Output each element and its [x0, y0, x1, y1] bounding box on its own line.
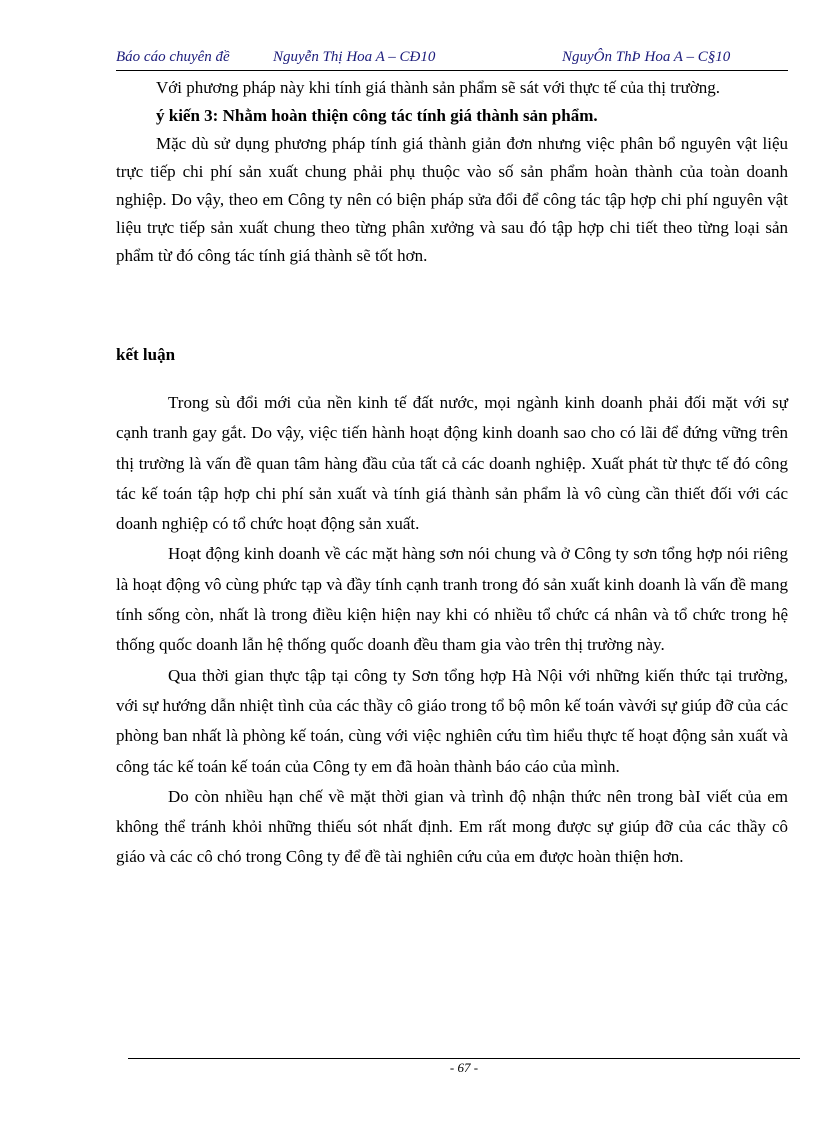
footer-rule — [128, 1058, 800, 1059]
page-number: - 67 - — [449, 1060, 479, 1075]
conclusion-body — [116, 388, 788, 873]
header-rule — [116, 70, 788, 71]
page-header — [116, 47, 788, 67]
conclusion-title: kết luận — [116, 345, 176, 364]
header-author: Nguyễn Thị Hoa A – CĐ10 — [273, 49, 436, 65]
conclusion-paragraph: Trong sù đổi mới của nền kinh tế đất nước, mọi ngành kinh doanh phải đối mặt với sự cạnh tranh gay gắt. Do vậy, việc tiến hành hoạt động kinh doanh sao cho có lãi để đứng vững trên thị trường là vấn đề quan tâm hàng đầu của tất cả các doanh nghiệp. Xuất phát từ thực tế đó công tác kế toán tập hợp chi phí sản xuất và tính giá thành sản phẩm là vô cùng cần thiết đối với các doanh nghiệp có tổ chức hoạt động sản xuất. — [116, 393, 788, 534]
header-report-type: Báo cáo chuyên đề — [116, 49, 230, 65]
conclusion-paragraph: Qua thời gian thực tập tại công ty Sơn tổng hợp Hà Nội với những kiến thức tại trường, với sự hướng dẫn nhiệt tình của các thầy cô giáo trong tổ bộ môn kế toán vàvới sự giúp đỡ của các phòng ban nhất là phòng kế toán, cùng với việc nghiên cứu tìm hiểu thực tế hoạt động sản xuất và công tác kế toán kế toán của Công ty em đã hoàn thành báo cáo của mình. — [116, 665, 788, 776]
spacer — [116, 270, 788, 341]
spacer — [116, 369, 788, 388]
header-author-garbled: NguyÔn ThÞ Hoa A – C§10 — [562, 49, 731, 65]
paragraph-opinion-3: Mặc dù sử dụng phương pháp tính giá thành giản đơn nhưng việc phân bổ nguyên vật liệu trực tiếp chi phí sản xuất chung phải phụ thuộc vào số sản phẩm hoàn thành của toàn doanh nghiệp. Do vậy, theo em Công ty nên có biện pháp sửa đổi để công tác tập hợp chi phí nguyên vật liệu trực tiếp sản xuất chung theo từng phân xưởng và sau đó tập hợp chi tiết theo từng loại sản phẩm từ đó công tác tính giá thành sẽ tốt hơn. — [116, 134, 788, 265]
paragraph-method: Với phương pháp này khi tính giá thành sản phẩm sẽ sát với thực tế của thị trường. — [156, 78, 721, 97]
page-body — [116, 74, 788, 873]
opinion-3-heading: ý kiến 3: Nhằm hoàn thiện công tác tính giá thành sản phẩm. — [156, 106, 598, 125]
conclusion-paragraph: Hoạt động kinh doanh về các mặt hàng sơn nói chung và ở Công ty sơn tổng hợp nói riêng là hoạt động vô cùng phức tạp và đầy tính cạnh tranh trong đó sản xuất kinh doanh là vấn đề mang tính sống còn, nhất là trong điều kiện hiện nay khi có nhiều tổ chức cá nhân và tổ chức trong hệ thống quốc doanh lẫn hệ thống quốc doanh đều tham gia vào trên thị trường này. — [116, 544, 788, 655]
conclusion-paragraph: Do còn nhiều hạn chế về mặt thời gian và trình độ nhận thức nên trong bàI viết của em không thể tránh khỏi những thiếu sót nhất định. Em rất mong được sự giúp đỡ của các thầy cô giáo và các cô chó trong Công ty để đề tài nghiên cứu của em được hoàn thiện hơn. — [116, 786, 788, 867]
